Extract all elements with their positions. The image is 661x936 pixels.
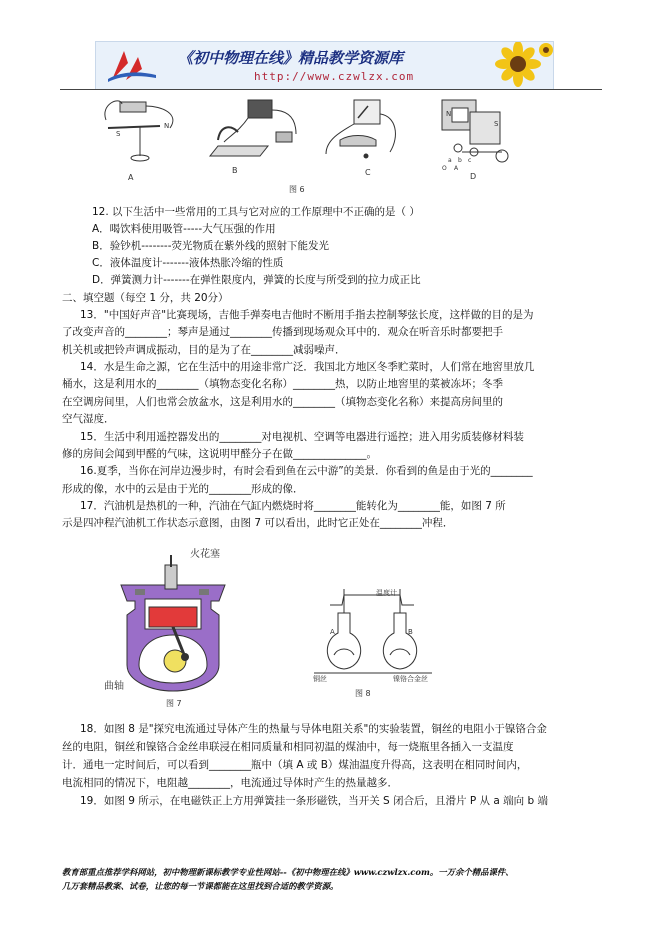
question-13-line-2: 了改变声音的________；琴声是通过________传播到现场观众耳中的．观众在听音乐时都要把手 — [62, 326, 503, 338]
question-13-line-3: 机关机或把铃声调成振动，目的是为了在________减弱噪声． — [62, 344, 346, 356]
figure-7-caption: 图 7 — [166, 699, 182, 708]
question-17-line-2: 示是四冲程汽油机工作状态示意图，由图 7 可以看出，此时它正处在________冲程． — [62, 517, 454, 529]
question-12-option-a: A．喝饮料使用吸管-----大气压强的作用 — [92, 223, 276, 235]
svg-text:O: O — [442, 165, 447, 172]
figure-7-label-crankshaft: 曲轴 — [104, 681, 124, 692]
question-15-line-2: 修的房间会闻到甲醛的气味，这说明甲醛分子在做______________。 — [62, 448, 377, 460]
question-16-line-1: 16.夏季，当你在河岸边漫步时，有时会看到鱼在云中游”的美景．你看到的鱼是由于光的________ — [80, 465, 533, 477]
question-12-stem: 12. 以下生活中一些常用的工具与它对应的工作原理中不正确的是（ ） — [92, 206, 420, 218]
question-18-line-4: 电流相同的情况下，电阻越________，电流通过导体时产生的热量越多． — [62, 777, 398, 789]
banner-url: http://www.czwlzx.com — [254, 70, 415, 83]
svg-text:A: A — [454, 165, 459, 172]
svg-text:a: a — [448, 157, 452, 164]
figure-8-label-nichrome: 镍铬合金丝 — [393, 675, 428, 683]
sunflower-icon — [494, 41, 554, 90]
figure-6-diagrams — [100, 96, 530, 186]
footer-line-1: 教育部重点推荐学科网站，初中物理新课标教学专业性网站--《初中物理在线》www.czwlzx.com。一万余个精品课件、 — [62, 867, 514, 877]
svg-text:S: S — [116, 130, 121, 138]
figure-6-caption: 图 6 — [289, 185, 305, 194]
svg-text:N: N — [446, 110, 452, 118]
figure-6-label-a: A — [128, 173, 134, 182]
figure-8-label-a: A — [330, 628, 335, 636]
figure-8-label-b: B — [408, 628, 413, 636]
question-14-line-2: 桶水，这是利用水的________（填物态变化名称）________热，以防止地窖里的菜被冻坏；冬季 — [62, 378, 503, 390]
question-12-option-c: C．液体温度计-------液体热胀冷缩的性质 — [92, 257, 284, 269]
question-18-line-1: 18．如图 8 是"探究电流通过导体产生的热量与导体电阻关系"的实验装置，铜丝的电阻小于镍铬合金 — [80, 723, 547, 735]
header-banner — [95, 41, 554, 90]
svg-text:N: N — [164, 122, 170, 130]
question-13-line-1: 13．"中国好声音"比赛现场，吉他手弹奏电吉他时不断用手指去控制琴弦长度，这样做的目的是为 — [80, 309, 534, 321]
question-14-line-4: 空气湿度． — [62, 413, 115, 425]
question-14-line-3: 在空调房间里，人们也常会放盆水，这是利用水的________（填物态变化名称）来提高房间里的 — [62, 396, 503, 408]
question-17-line-1: 17．汽油机是热机的一种，汽油在气缸内燃烧时将________能转化为________能，如图 7 所 — [80, 500, 506, 512]
banner-title: 《初中物理在线》精品教学资源库 — [178, 49, 404, 67]
question-12-option-d: D．弹簧测力计-------在弹性限度内，弹簧的长度与所受到的拉力成正比 — [92, 274, 421, 286]
figure-7-label-spark-plug: 火花塞 — [190, 549, 220, 560]
figure-6-label-b: B — [232, 166, 238, 175]
figure-7-engine-diagram — [115, 545, 235, 695]
question-12-option-b: B．验钞机--------荧光物质在紫外线的照射下能发光 — [92, 240, 330, 252]
site-logo-icon — [102, 45, 162, 85]
section-2-heading: 二、填空题（每空 1 分，共 20分） — [62, 292, 229, 304]
figure-8-caption: 图 8 — [355, 689, 371, 698]
question-16-line-2: 形成的像，水中的云是由于光的________形成的像． — [62, 483, 304, 495]
footer-line-2: 几万套精品教案、试卷，让您的每一节课都能在这里找到合适的教学资源。 — [62, 881, 339, 891]
figure-8-label-thermometer: 温度计 — [376, 589, 397, 597]
svg-text:S: S — [494, 120, 499, 128]
question-19-line-1: 19．如图 9 所示，在电磁铁正上方用弹簧挂一条形磁铁，当开关 S 闭合后，且滑片 P 从 a 端向 b 端 — [80, 795, 549, 807]
question-14-line-1: 14．水是生命之源，它在生活中的用途非常广泛．我国北方地区冬季贮菜时，人们常在地窖里放几 — [80, 361, 535, 373]
figure-6-label-c: C — [365, 168, 371, 177]
figure-8-label-copper: 铜丝 — [313, 675, 327, 683]
question-18-line-2: 丝的电阻，铜丝和镍铬合金丝串联浸在相同质量和相同初温的煤油中，每一烧瓶里各插入一支温度 — [62, 741, 514, 753]
question-15-line-1: 15．生活中利用遥控器发出的________对电视机、空调等电器进行遥控；进入用劣质装修材料装 — [80, 431, 524, 443]
header-rule — [60, 89, 602, 90]
question-18-line-3: 计．通电一定时间后，可以看到________瓶中（填 A 或 B）煤油温度升得高，这表明在相同时间内， — [62, 759, 528, 771]
svg-text:b: b — [458, 157, 462, 164]
svg-text:c: c — [468, 157, 472, 164]
figure-6-label-d: D — [470, 172, 477, 181]
